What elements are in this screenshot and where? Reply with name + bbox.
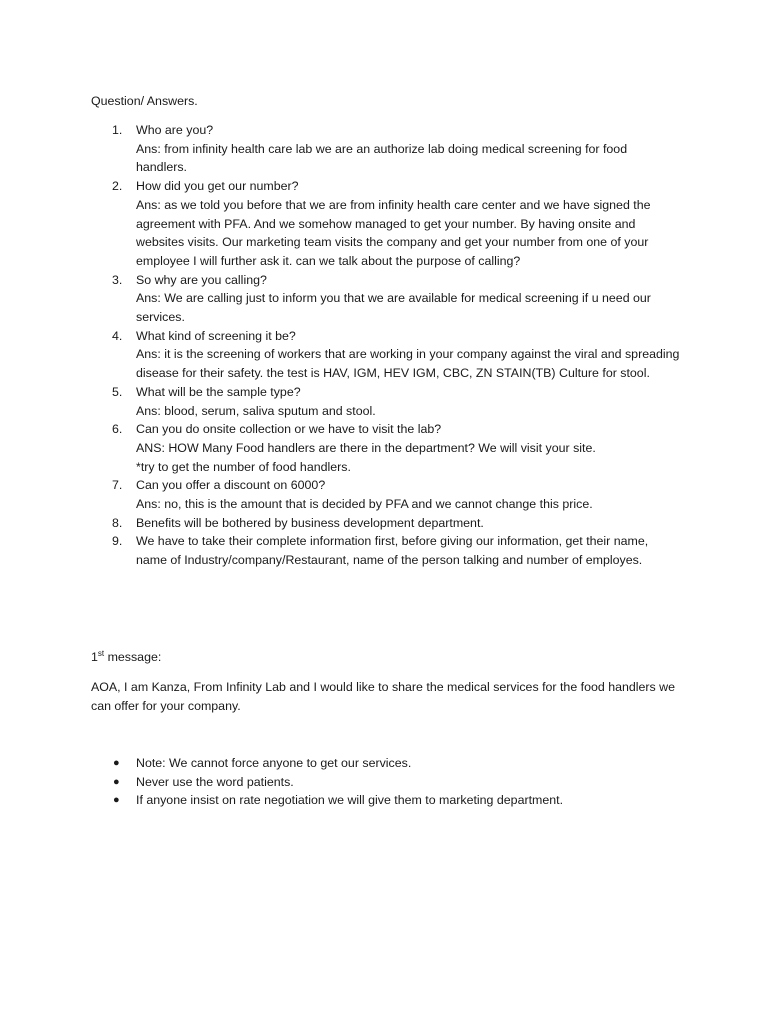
question-text: Can you offer a discount on 6000? — [136, 478, 326, 493]
item-number: 2. — [112, 179, 123, 194]
answer-text: Ans: as we told you before that we are from infinity health care center and we have signed the agreement with PFA. And we somehow managed to get your number. By having onsite and websites visits. Our marketing team visits the company and get your number from one of your employee I will further ask it. can we talk about the purpose of calling? — [136, 197, 651, 268]
statement-text: Benefits will be bothered by business development department. — [136, 515, 484, 530]
answer-text: Ans: no, this is the amount that is decided by PFA and we cannot change this price. — [136, 497, 593, 512]
answer-note: *try to get the number of food handlers. — [136, 459, 351, 474]
question-answer-list — [91, 121, 681, 570]
note-item — [91, 773, 681, 792]
item-number: 8. — [112, 515, 123, 530]
message-label-number: 1 — [91, 650, 98, 664]
notes-list — [91, 754, 681, 810]
page-heading: Question/ Answers. — [91, 94, 198, 108]
answer-text: Ans: it is the screening of workers that are working in your company against the viral and spreading disease for their safety. the test is HAV, IGM, HEV IGM, CBC, ZN STAIN(TB) Culture for stool. — [136, 347, 680, 381]
answer-text: Ans: We are calling just to inform you that we are available for medical screening if u need our services. — [136, 291, 651, 325]
note-item — [91, 791, 681, 810]
item-number: 5. — [112, 384, 123, 399]
note-text: Never use the word patients. — [136, 774, 294, 789]
item-number: 3. — [112, 272, 123, 287]
qa-item — [91, 327, 681, 383]
qa-item — [91, 383, 681, 420]
note-item — [91, 754, 681, 773]
qa-item — [91, 420, 681, 476]
qa-item — [91, 476, 681, 513]
note-text: Note: We cannot force anyone to get our services. — [136, 756, 412, 770]
message-label-ordinal: st — [97, 648, 105, 658]
qa-item — [91, 177, 681, 271]
qa-item — [91, 121, 681, 177]
bullet-icon: ● — [113, 757, 120, 769]
qa-item — [91, 271, 681, 327]
message-label-text: message: — [104, 650, 162, 664]
statement-text: We have to take their complete information first, before giving our information, get their name, name of Industry/company/Restaurant, name of the person talking and number of employes. — [136, 534, 649, 568]
question-text: How did you get our number? — [136, 179, 299, 194]
bullet-icon: ● — [113, 794, 120, 807]
question-text: So why are you calling? — [136, 272, 267, 287]
answer-text: Ans: from infinity health care lab we are an authorize lab doing medical screening for food handlers. — [136, 141, 628, 175]
item-number: 9. — [112, 534, 123, 549]
message-label — [91, 648, 161, 667]
message-body: AOA, I am Kanza, From Infinity Lab and I would like to share the medical services for the food handlers we can offer for your company. — [91, 680, 676, 713]
qa-item — [91, 532, 681, 569]
answer-text: ANS: HOW Many Food handlers are there in the department? We will visit your site. — [136, 440, 596, 455]
bullet-icon: ● — [113, 775, 120, 788]
question-text: What will be the sample type? — [136, 384, 301, 399]
question-text: Who are you? — [136, 123, 214, 137]
item-number: 1. — [112, 123, 123, 137]
item-number: 4. — [112, 328, 123, 343]
qa-item — [91, 514, 681, 533]
item-number: 6. — [112, 422, 123, 437]
item-number: 7. — [112, 478, 123, 493]
question-text: What kind of screening it be? — [136, 328, 296, 343]
question-text: Can you do onsite collection or we have to visit the lab? — [136, 422, 442, 437]
answer-text: Ans: blood, serum, saliva sputum and stool. — [136, 403, 376, 418]
note-text: If anyone insist on rate negotiation we will give them to marketing department. — [136, 793, 564, 808]
